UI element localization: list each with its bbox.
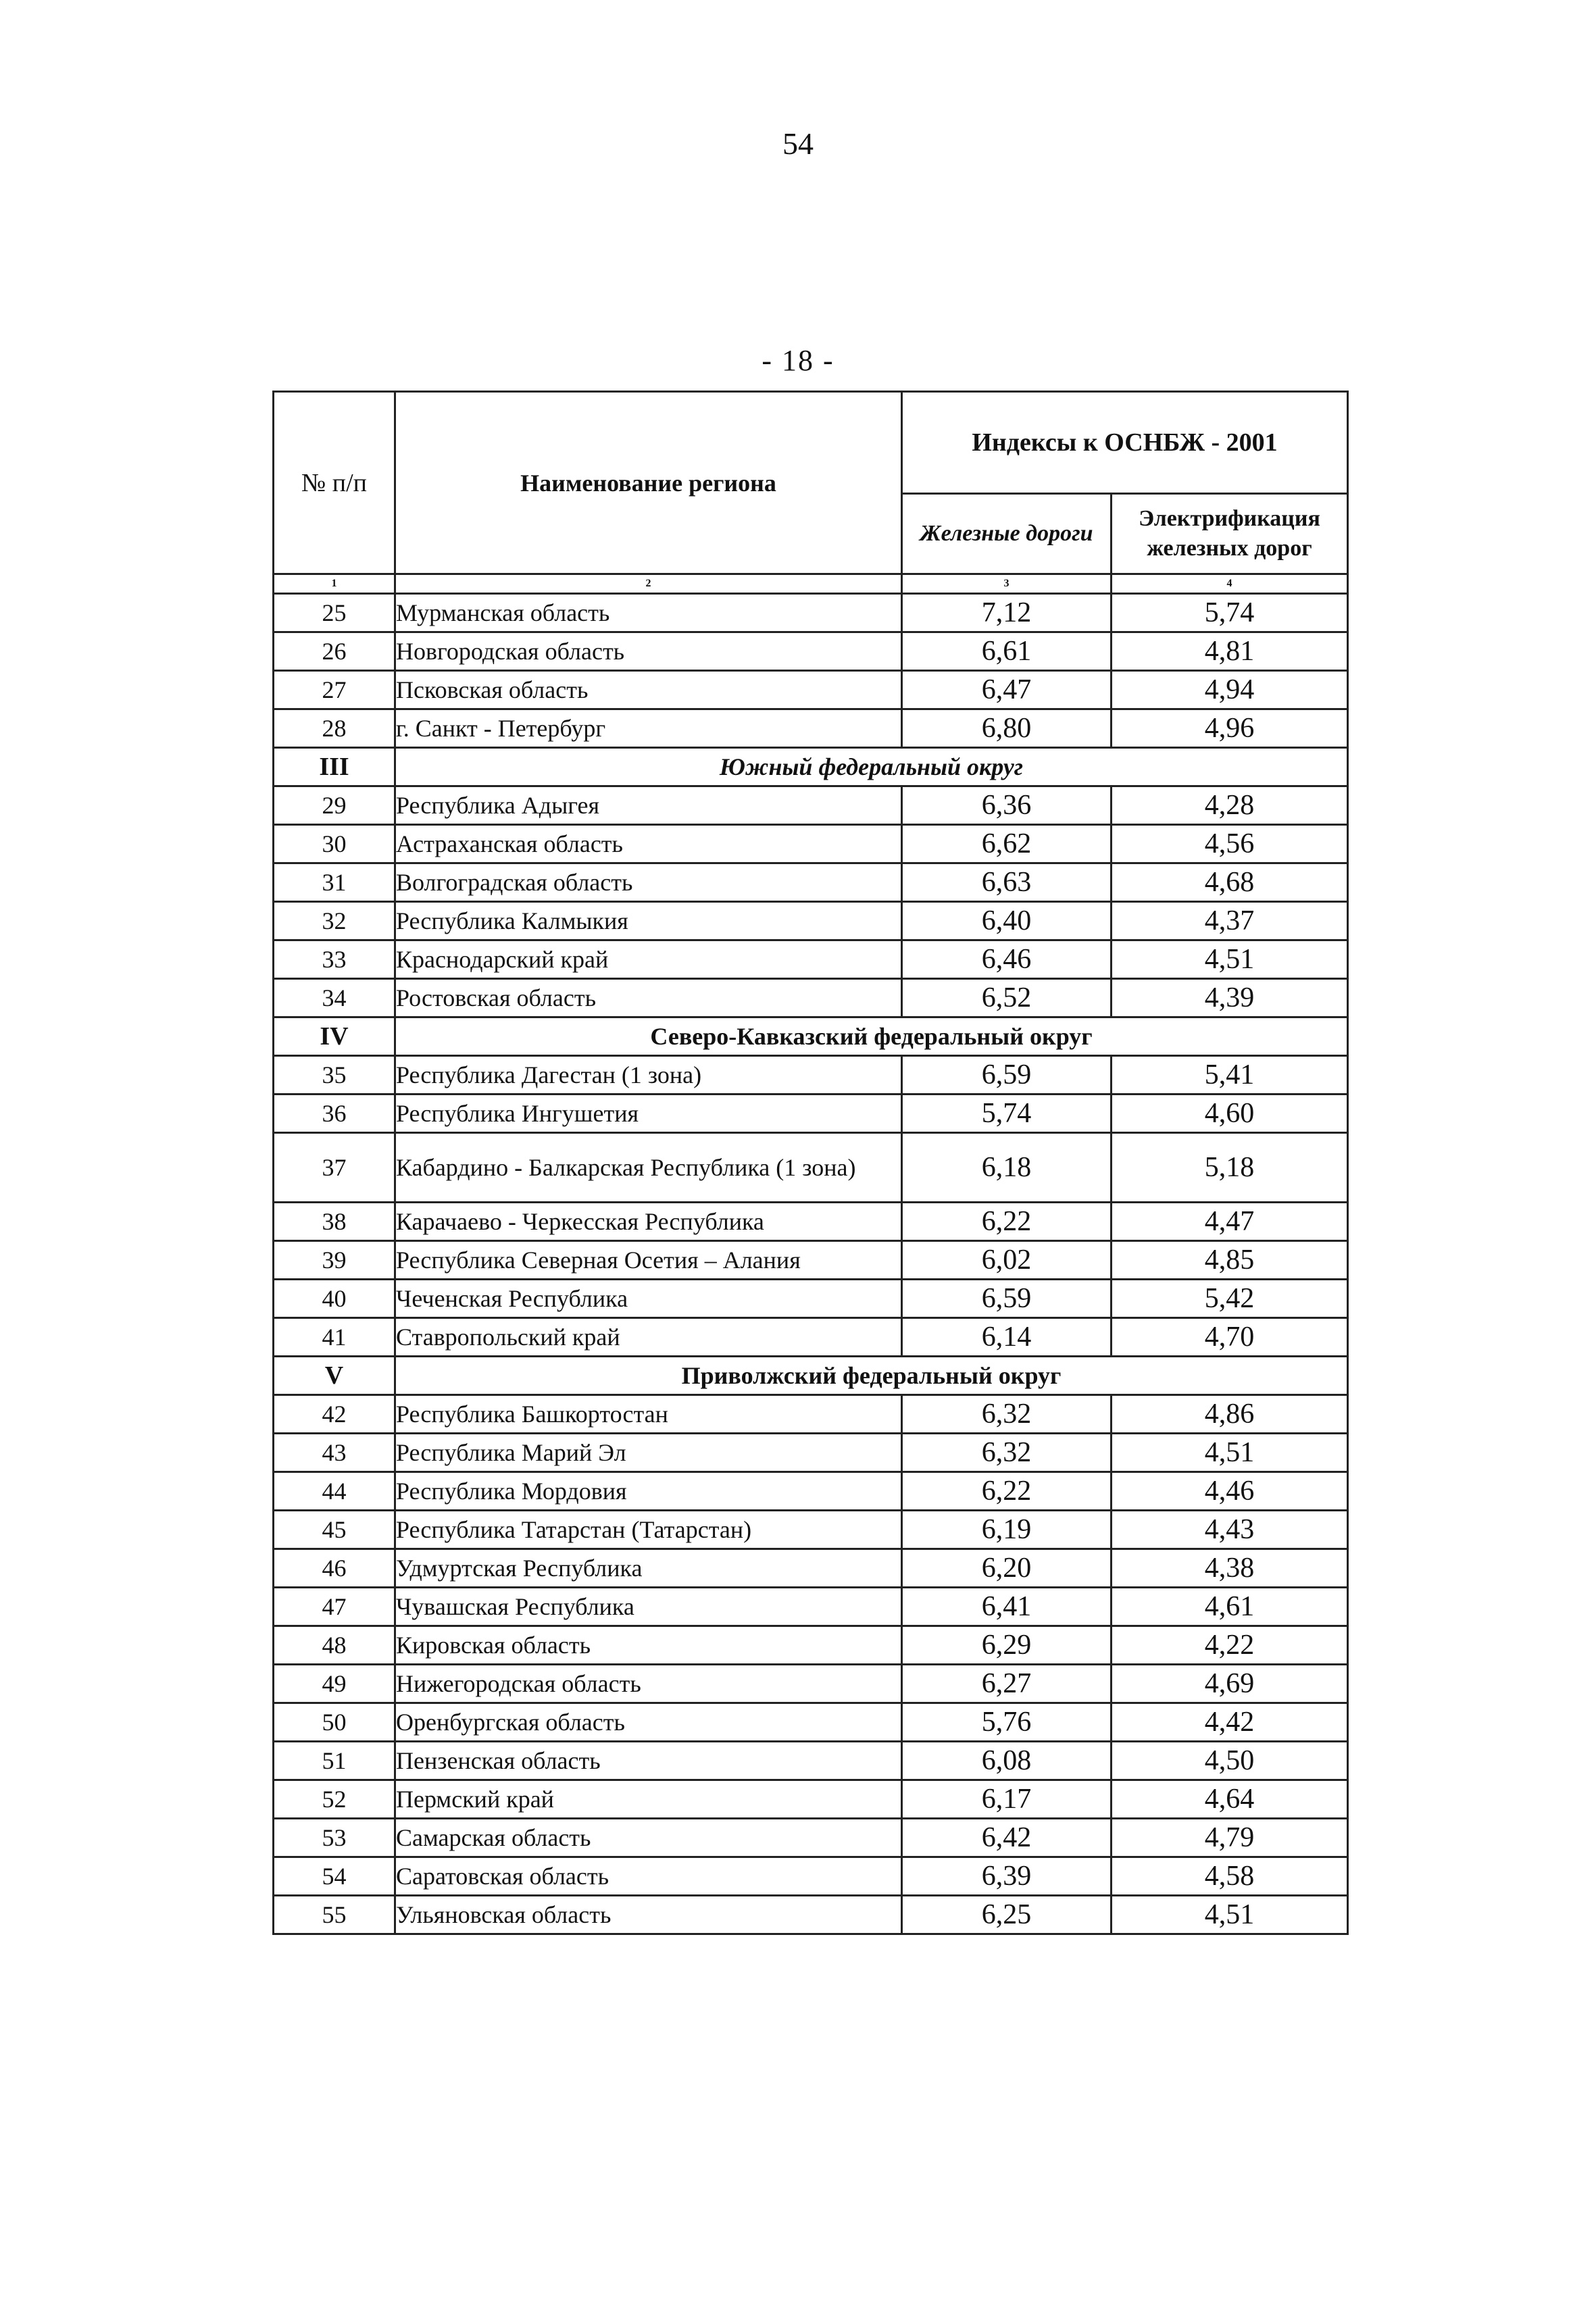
section-title: Северо-Кавказский федеральный округ [395, 1017, 1348, 1056]
electrification-index: 5,42 [1112, 1280, 1348, 1318]
region-name: Республика Татарстан (Татарстан) [395, 1511, 902, 1549]
electrification-index: 4,58 [1112, 1857, 1348, 1896]
electrification-index: 4,22 [1112, 1626, 1348, 1665]
page-number: 54 [782, 126, 814, 161]
electrification-index: 4,38 [1112, 1549, 1348, 1588]
region-name: Волгоградская область [395, 863, 902, 902]
electrification-index: 4,86 [1112, 1395, 1348, 1434]
railways-index: 6,18 [902, 1133, 1112, 1203]
table-row [274, 1241, 1348, 1280]
railways-index: 6,20 [902, 1549, 1112, 1588]
header-num: № п/п [274, 392, 395, 574]
electrification-index: 4,94 [1112, 671, 1348, 709]
section-title: Приволжский федеральный округ [395, 1357, 1348, 1395]
region-name: Чувашская Республика [395, 1588, 902, 1626]
row-number: 51 [274, 1742, 395, 1780]
table-row [274, 1511, 1348, 1549]
railways-index: 6,22 [902, 1472, 1112, 1511]
row-number: 53 [274, 1819, 395, 1857]
electrification-index: 4,64 [1112, 1780, 1348, 1819]
railways-index: 6,80 [902, 709, 1112, 748]
row-number: 55 [274, 1896, 395, 1934]
row-number: 29 [274, 786, 395, 825]
railways-index: 6,59 [902, 1280, 1112, 1318]
railways-index: 6,59 [902, 1056, 1112, 1095]
railways-index: 6,02 [902, 1241, 1112, 1280]
region-name: Республика Башкортостан [395, 1395, 902, 1434]
region-name: Республика Калмыкия [395, 902, 902, 940]
region-name: г. Санкт - Петербург [395, 709, 902, 748]
row-number: 52 [274, 1780, 395, 1819]
electrification-index: 4,51 [1112, 1434, 1348, 1472]
region-name: Республика Северная Осетия – Алания [395, 1241, 902, 1280]
region-name: Краснодарский край [395, 940, 902, 979]
region-name: Удмуртская Республика [395, 1549, 902, 1588]
table-row [274, 1857, 1348, 1896]
electrification-index: 4,37 [1112, 902, 1348, 940]
table-row [274, 671, 1348, 709]
electrification-index: 4,51 [1112, 1896, 1348, 1934]
electrification-index: 4,50 [1112, 1742, 1348, 1780]
table-row [274, 594, 1348, 632]
electrification-index: 5,74 [1112, 594, 1348, 632]
region-name: Чеченская Республика [395, 1280, 902, 1318]
row-number: 30 [274, 825, 395, 863]
table-row [274, 1549, 1348, 1588]
row-number: 39 [274, 1241, 395, 1280]
railways-index: 6,36 [902, 786, 1112, 825]
row-number: 37 [274, 1133, 395, 1203]
electrification-index: 5,41 [1112, 1056, 1348, 1095]
table-row [274, 1472, 1348, 1511]
table-row [274, 709, 1348, 748]
region-name: Кабардино - Балкарская Республика (1 зона) [395, 1133, 902, 1203]
section-row [274, 1017, 1348, 1056]
region-name: Самарская область [395, 1819, 902, 1857]
region-name: Астраханская область [395, 825, 902, 863]
row-number: 46 [274, 1549, 395, 1588]
table-body [274, 594, 1348, 1934]
row-number: 54 [274, 1857, 395, 1896]
row-number: 43 [274, 1434, 395, 1472]
table-row [274, 1588, 1348, 1626]
sub-page-number: - 18 - [762, 344, 834, 377]
table-row [274, 1665, 1348, 1703]
region-name: Пензенская область [395, 1742, 902, 1780]
electrification-index: 4,61 [1112, 1588, 1348, 1626]
region-name: Республика Ингушетия [395, 1095, 902, 1133]
row-number: 49 [274, 1665, 395, 1703]
row-number: 28 [274, 709, 395, 748]
table-row [274, 1095, 1348, 1133]
section-row [274, 748, 1348, 786]
railways-index: 6,08 [902, 1742, 1112, 1780]
railways-index: 6,41 [902, 1588, 1112, 1626]
electrification-index: 4,69 [1112, 1665, 1348, 1703]
region-name: Псковская область [395, 671, 902, 709]
region-name: Ставропольский край [395, 1318, 902, 1357]
region-name: Республика Адыгея [395, 786, 902, 825]
region-name: Республика Мордовия [395, 1472, 902, 1511]
table-row [274, 940, 1348, 979]
row-number: 27 [274, 671, 395, 709]
section-number: IV [274, 1017, 395, 1056]
railways-index: 6,14 [902, 1318, 1112, 1357]
table-row [274, 1780, 1348, 1819]
region-name: Республика Марий Эл [395, 1434, 902, 1472]
table-row [274, 632, 1348, 671]
electrification-index: 4,56 [1112, 825, 1348, 863]
table-row [274, 1395, 1348, 1434]
railways-index: 6,22 [902, 1203, 1112, 1241]
region-name: Новгородская область [395, 632, 902, 671]
table-row [274, 979, 1348, 1017]
railways-index: 6,62 [902, 825, 1112, 863]
electrification-index: 4,43 [1112, 1511, 1348, 1549]
railways-index: 6,40 [902, 902, 1112, 940]
electrification-index: 4,85 [1112, 1241, 1348, 1280]
railways-index: 6,29 [902, 1626, 1112, 1665]
table-row [274, 1203, 1348, 1241]
electrification-index: 4,46 [1112, 1472, 1348, 1511]
railways-index: 6,32 [902, 1395, 1112, 1434]
railways-index: 6,19 [902, 1511, 1112, 1549]
header-railways: Железные дороги [902, 494, 1112, 574]
section-number: III [274, 748, 395, 786]
table-row [274, 1434, 1348, 1472]
table-row [274, 1742, 1348, 1780]
electrification-index: 5,18 [1112, 1133, 1348, 1203]
railways-index: 6,25 [902, 1896, 1112, 1934]
region-name: Республика Дагестан (1 зона) [395, 1056, 902, 1095]
header-region-name: Наименование региона [395, 392, 902, 574]
electrification-index: 4,47 [1112, 1203, 1348, 1241]
row-number: 25 [274, 594, 395, 632]
region-name: Кировская область [395, 1626, 902, 1665]
row-number: 45 [274, 1511, 395, 1549]
railways-index: 5,74 [902, 1095, 1112, 1133]
region-name: Оренбургская область [395, 1703, 902, 1742]
electrification-index: 4,39 [1112, 979, 1348, 1017]
row-number: 41 [274, 1318, 395, 1357]
railways-index: 6,27 [902, 1665, 1112, 1703]
section-title: Южный федеральный округ [395, 748, 1348, 786]
header-colnum-1: 1 [274, 574, 395, 594]
table-row [274, 863, 1348, 902]
region-name: Саратовская область [395, 1857, 902, 1896]
electrification-index: 4,60 [1112, 1095, 1348, 1133]
section-row [274, 1357, 1348, 1395]
region-name: Нижегородская область [395, 1665, 902, 1703]
table-row [274, 1280, 1348, 1318]
row-number: 33 [274, 940, 395, 979]
electrification-index: 4,70 [1112, 1318, 1348, 1357]
table-row [274, 1056, 1348, 1095]
railways-index: 6,39 [902, 1857, 1112, 1896]
table-row [274, 1896, 1348, 1934]
row-number: 48 [274, 1626, 395, 1665]
row-number: 40 [274, 1280, 395, 1318]
row-number: 38 [274, 1203, 395, 1241]
electrification-index: 4,42 [1112, 1703, 1348, 1742]
region-name: Пермский край [395, 1780, 902, 1819]
header-electrification: Электрификация железных дорог [1112, 494, 1348, 574]
electrification-index: 4,79 [1112, 1819, 1348, 1857]
railways-index: 6,52 [902, 979, 1112, 1017]
header-colnum-2: 2 [395, 574, 902, 594]
electrification-index: 4,51 [1112, 940, 1348, 979]
electrification-index: 4,96 [1112, 709, 1348, 748]
electrification-index: 4,81 [1112, 632, 1348, 671]
table-row [274, 1819, 1348, 1857]
railways-index: 6,46 [902, 940, 1112, 979]
railways-index: 6,47 [902, 671, 1112, 709]
table-row [274, 825, 1348, 863]
row-number: 35 [274, 1056, 395, 1095]
region-name: Ульяновская область [395, 1896, 902, 1934]
row-number: 47 [274, 1588, 395, 1626]
table-row [274, 1626, 1348, 1665]
table-row [274, 786, 1348, 825]
row-number: 36 [274, 1095, 395, 1133]
region-index-table [272, 391, 1349, 1935]
railways-index: 6,42 [902, 1819, 1112, 1857]
row-number: 32 [274, 902, 395, 940]
region-name: Мурманская область [395, 594, 902, 632]
header-colnum-3: 3 [902, 574, 1112, 594]
railways-index: 6,32 [902, 1434, 1112, 1472]
railways-index: 7,12 [902, 594, 1112, 632]
railways-index: 6,61 [902, 632, 1112, 671]
table-row [274, 902, 1348, 940]
railways-index: 5,76 [902, 1703, 1112, 1742]
row-number: 34 [274, 979, 395, 1017]
row-number: 50 [274, 1703, 395, 1742]
railways-index: 6,17 [902, 1780, 1112, 1819]
table-row [274, 1703, 1348, 1742]
railways-index: 6,63 [902, 863, 1112, 902]
table-row [274, 1133, 1348, 1203]
region-name: Ростовская область [395, 979, 902, 1017]
row-number: 31 [274, 863, 395, 902]
electrification-index: 4,68 [1112, 863, 1348, 902]
electrification-index: 4,28 [1112, 786, 1348, 825]
row-number: 42 [274, 1395, 395, 1434]
region-name: Карачаево - Черкесская Республика [395, 1203, 902, 1241]
section-number: V [274, 1357, 395, 1395]
table-row [274, 1318, 1348, 1357]
header-index-group: Индексы к ОСНБЖ - 2001 [902, 392, 1348, 494]
row-number: 44 [274, 1472, 395, 1511]
row-number: 26 [274, 632, 395, 671]
header-colnum-4: 4 [1112, 574, 1348, 594]
